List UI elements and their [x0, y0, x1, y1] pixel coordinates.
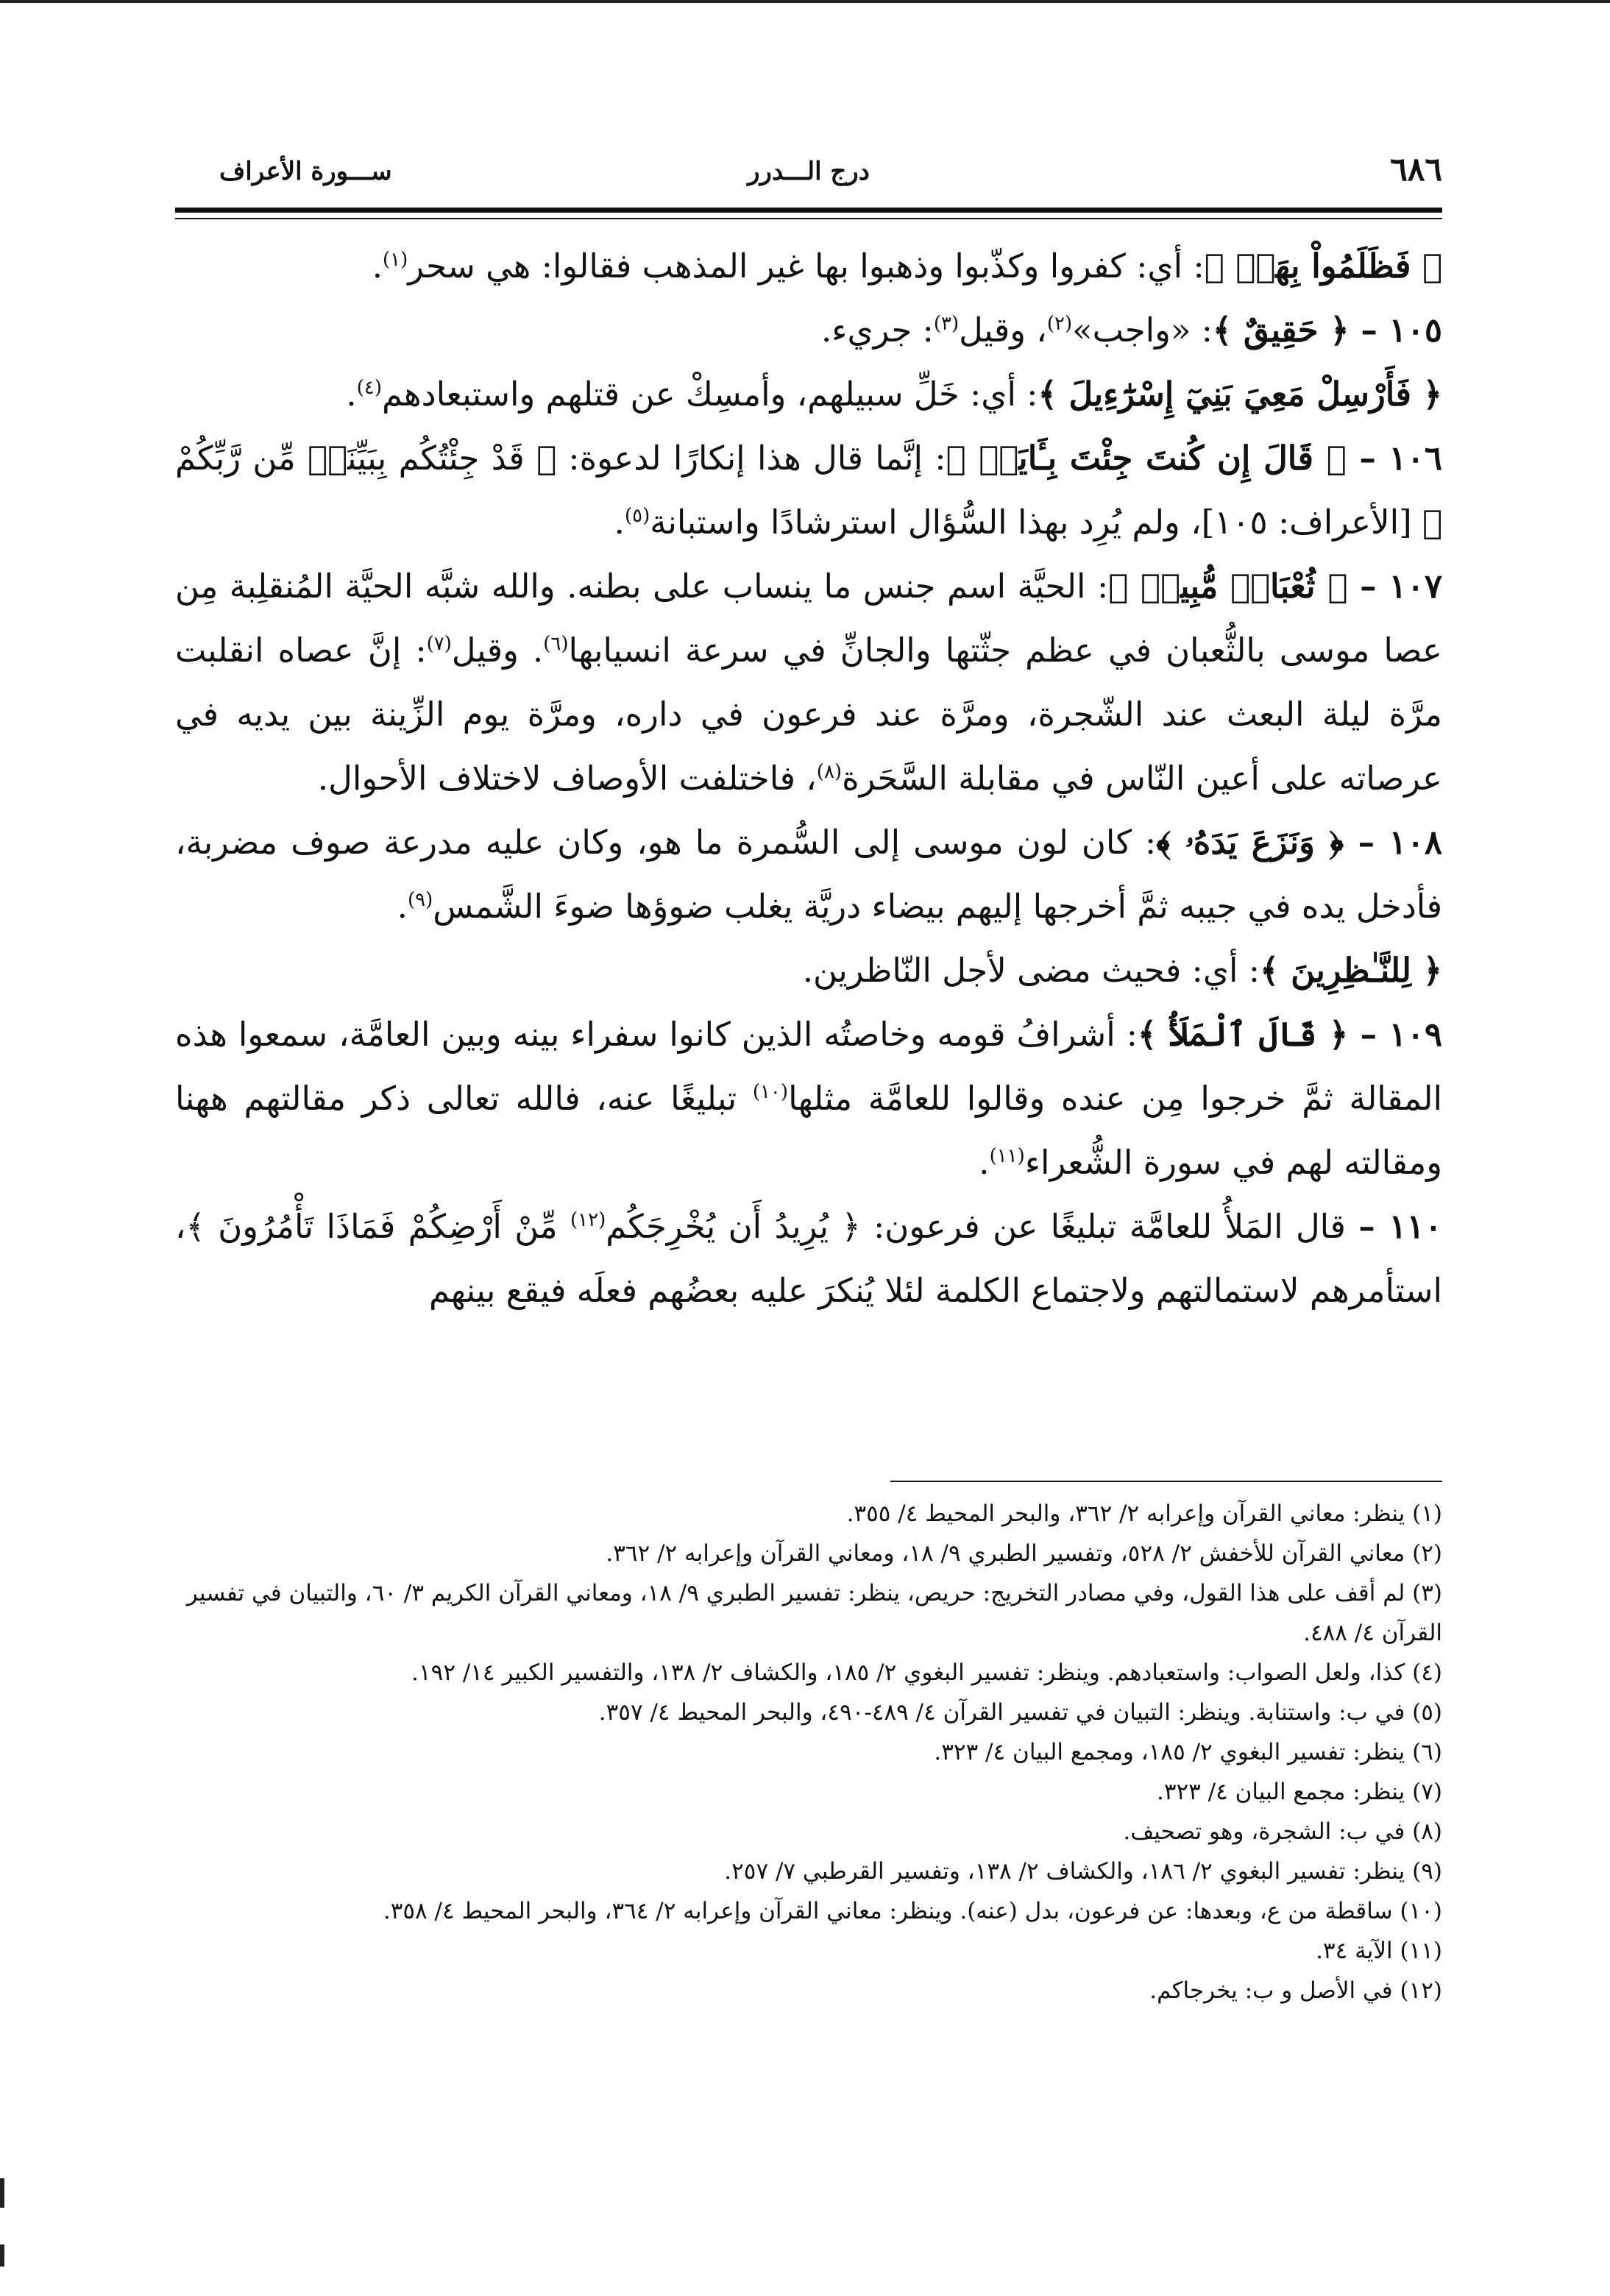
commentary: قال المَلأُ للعامَّة تبليغًا عن فرعون: ﴿ يُرِيدُ أَن يُخْرِجَكُم [606, 1207, 1359, 1246]
verse-quote: ١١٠ – [1358, 1207, 1442, 1246]
footnote: (١) ينظر: معاني القرآن وإعرابه ٢/ ٣٦٢، والبحر المحيط ٤/ ٣٥٥. [846, 1500, 1442, 1527]
main-text [175, 234, 1442, 1322]
commentary: : أي: كفروا وكذّبوا وذهبوا بها غير المذهب فقالوا: هي سحر [408, 247, 1205, 286]
commentary-tail: : إنَّ عصاه انقلبت مرَّة ليلة البعث عند الشّجرة، ومرَّة عند فرعون في داره، ومرَّة يوم الزِّينة بين يديه في عرصاته على أعين النّاس في مقابلة السَّحَرة [175, 631, 1442, 798]
commentary-tail: . [346, 375, 357, 414]
paragraph [175, 362, 1442, 426]
paragraph [175, 810, 1442, 938]
verse-quote: ١٠٨ – ﴿ وَنَزَعَ يَدَهُۥ ﴾ [1156, 823, 1442, 862]
footnote: (٣) لم أقف على هذا القول، وفي مصادر التخريج: حريص، ينظر: تفسير الطبري ٩/ ١٨، ومعاني القرآن الكريم ٣/ ٦٠، والتبيان في تفسير القرآن ٤/ ٤٨٨. [186, 1580, 1442, 1646]
commentary-tail: مِّنْ أَرْضِكُمْ فَمَاذَا تَأْمُرُونَ ﴾، استأمرهم لاستمالتهم ولاجتماع الكلمة لئلا يُنكرَ عليه بعضُهم فعلَه فيقع بينهم [175, 1207, 1442, 1310]
paragraph [175, 938, 1442, 1002]
footnote: (٨) في ب: الشجرة، وهو تصحيف. [1123, 1818, 1442, 1845]
surah-name: ســـورة الأعراف [219, 157, 392, 186]
footnote: (٤) كذا، ولعل الصواب: واستعبادهم. وينظر: تفسير البغوي ٢/ ١٨٥، والكشاف ٢/ ١٣٨، والتفسير الكبير ١٤/ ١٩٢. [411, 1659, 1442, 1686]
commentary-tail: . [397, 887, 408, 926]
paragraph [175, 554, 1442, 810]
footnote-ref[interactable]: (١١) [989, 1145, 1025, 1167]
book-title: درج الـــدرر [748, 157, 870, 186]
footnote-ref[interactable]: (١٢) [570, 1209, 606, 1231]
paragraph [175, 234, 1442, 298]
commentary-tail: . وقيل [451, 631, 544, 670]
verse-quote: ١٠٥ – ﴿ حَقِيقٌ ﴾ [1212, 311, 1442, 350]
footnote: (٧) ينظر: مجمع البيان ٤/ ٣٢٣. [1156, 1779, 1442, 1805]
footnote-ref[interactable]: (٤) [356, 377, 382, 399]
verse-quote: ﴿ لِلنَّـٰظِرِينَ ﴾ [1260, 951, 1442, 990]
verse-quote: ﴿ فَظَلَمُواْ بِهَاۖ ﴾ [1204, 247, 1442, 286]
top-border [0, 0, 1610, 3]
footnote: (٢) معاني القرآن للأخفش ٢/ ٥٢٨، وتفسير الطبري ٩/ ١٨، ومعاني القرآن وإعرابه ٢/ ٣٦٢. [606, 1540, 1442, 1567]
commentary-tail: ، وقيل [959, 311, 1047, 350]
commentary-tail: ، فاختلفت الأوصاف لاختلاف الأحوال. [317, 759, 817, 798]
commentary: : «واجب» [1072, 311, 1213, 350]
footnote-ref[interactable]: (٩) [407, 889, 433, 911]
commentary: : أي: خَلِّ سبيلهم، وأمسِكْ عن قتلهم واستبعادهم [381, 375, 1038, 414]
scan-edge-mark [0, 2178, 4, 2208]
footnote-ref[interactable]: (١) [383, 249, 408, 271]
footnote: (١١) الآية ٣٤. [1316, 1938, 1442, 1964]
running-header [175, 151, 1442, 195]
footnote-ref[interactable]: (٦) [543, 633, 569, 655]
commentary: : إنَّما قال هذا إنكارًا لدعوة: ﴿ قَدْ جِئْتُكُم بِبَيِّنَةٖ مِّن رَّبِّكُمْ ﴾ [الأعراف: ١٠٥]، ولم يُرِد بهذا السُّؤال استرشادًا واستبانة [175, 439, 1442, 542]
footnote-ref[interactable]: (٥) [624, 505, 650, 527]
footnote: (١٢) في الأصل و ب: يخرجاكم. [1149, 1977, 1442, 2004]
commentary-tail: . [979, 1143, 990, 1182]
header-rule-thin [175, 218, 1442, 219]
footnote-ref[interactable]: (٧) [426, 633, 452, 655]
footnote-separator [890, 1481, 1442, 1482]
footnote: (٩) ينظر: تفسير البغوي ٢/ ١٨٦، والكشاف ٢/ ١٣٨، وتفسير القرطبي ٧/ ٢٥٧. [724, 1858, 1442, 1885]
footnote-ref[interactable]: (١٠) [752, 1081, 789, 1103]
paragraph [175, 1002, 1442, 1194]
commentary-tail: . [372, 247, 383, 286]
footnote-ref[interactable]: (٣) [933, 313, 960, 335]
paragraph [175, 298, 1442, 362]
verse-quote: ﴿ فَأَرْسِلْ مَعِيَ بَنِيٓ إِسْرَٰٓءِيلَ ﴾ [1038, 375, 1442, 414]
verse-quote: ١٠٦ – ﴿ قَالَ إِن كُنتَ جِئْتَ بِـَٔايَةٖ ﴾ [946, 439, 1442, 478]
footnote: (٥) في ب: واستنابة. وينظر: التبيان في تفسير القرآن ٤/ ٤٨٩-٤٩٠، والبحر المحيط ٤/ ٣٥٧. [598, 1699, 1442, 1726]
footnotes [175, 1494, 1442, 2010]
scan-edge-mark [0, 2244, 4, 2267]
commentary-tail: . [614, 503, 625, 542]
footnote-ref[interactable]: (٨) [816, 761, 843, 783]
header-rule-thick [175, 208, 1442, 213]
verse-quote: ١٠٩ – ﴿ قَالَ ٱلْمَلَأُ ﴾ [1137, 1015, 1442, 1054]
commentary: : أي: فحيث مضى لأجل النّاظرين. [802, 951, 1260, 990]
page-number: ٦٨٦ [1390, 151, 1442, 188]
commentary: : كان لون موسى إلى السُّمرة ما هو، وكان عليه مدرعة صوف مضربة، فأدخل يده في جيبه ثمَّ أخرجها إليهم بيضاء دريَّة يغلب ضوؤها ضوءَ الشَّمس [175, 823, 1442, 926]
commentary-tail: : جريء. [821, 311, 934, 350]
footnote: (١٠) ساقطة من ع، وبعدها: عن فرعون، بدل (عنه). وينظر: معاني القرآن وإعرابه ٢/ ٣٦٤، والبحر المحيط ٤/ ٣٥٨. [383, 1898, 1442, 1924]
commentary: : الحيَّة اسم جنس ما ينساب على بطنه. والله شبَّه الحيَّة المُنقلِبة مِن عصا موسى بالثُّعبان في عظم جثّتها والجانِّ في سرعة انسيابها [175, 567, 1442, 670]
footnote-ref[interactable]: (٢) [1046, 313, 1073, 335]
footnote: (٦) ينظر: تفسير البغوي ٢/ ١٨٥، ومجمع البيان ٤/ ٣٢٣. [934, 1739, 1442, 1765]
commentary: : أشرافُ قومه وخاصتُه الذين كانوا سفراء بينه وبين العامَّة، سمعوا هذه المقالة ثمَّ خرجوا مِن عنده وقالوا للعامَّة مثلها [175, 1015, 1442, 1118]
paragraph [175, 1194, 1442, 1322]
paragraph [175, 426, 1442, 554]
verse-quote: ١٠٧ – ﴿ ثُعْبَانٞ مُّبِينٞ ﴾ [1108, 567, 1442, 606]
commentary-tail: تبليغًا عنه، فالله تعالى ذكر مقالتهم ههنا ومقالته لهم في سورة الشُّعراء [175, 1079, 1442, 1182]
